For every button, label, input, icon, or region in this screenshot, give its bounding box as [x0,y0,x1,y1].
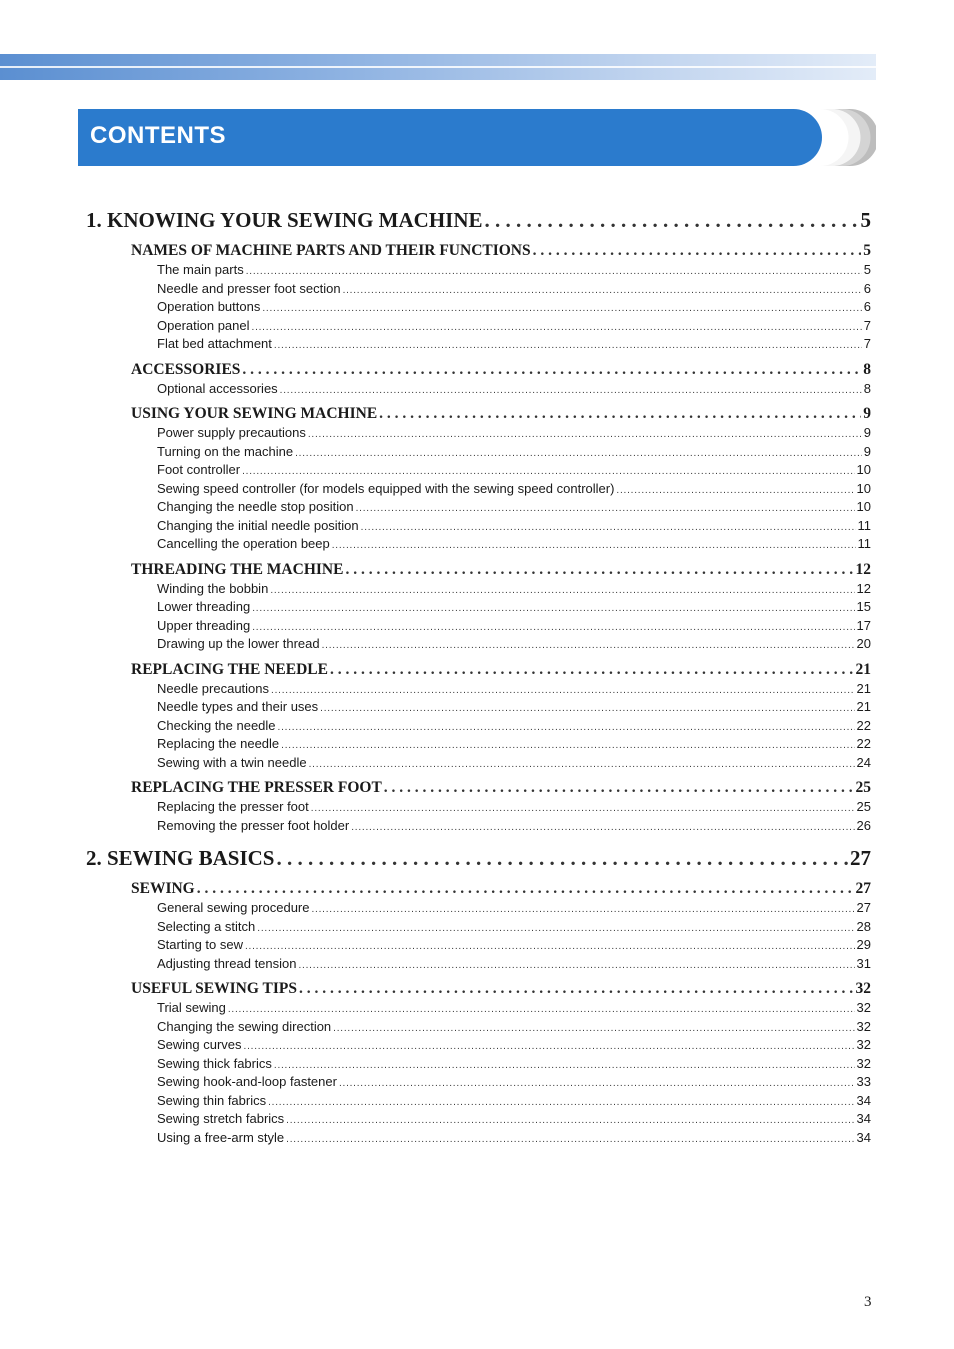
toc-entry[interactable] [86,698,871,717]
toc-section-page: 21 [855,660,871,678]
toc-entry[interactable] [86,735,871,754]
toc-entry[interactable] [86,817,871,836]
toc-chapter-title: 2. SEWING BASICS [86,846,275,870]
toc-entry[interactable] [86,280,871,299]
toc-section-title: REPLACING THE NEEDLE [131,660,328,678]
toc-section-title: REPLACING THE PRESSER FOOT [131,779,382,796]
toc-section[interactable] [86,561,871,580]
toc-chapter[interactable] [86,846,871,876]
toc-section[interactable] [86,661,871,680]
dot-leader [298,957,854,976]
dot-leader [311,800,855,819]
toc-entry[interactable] [86,498,871,517]
toc-entry-page: 32 [856,1018,871,1034]
toc-entry-page: 10 [856,462,871,477]
dot-leader [281,737,854,756]
toc-entry-page: 10 [856,480,871,496]
toc-entry-page: 9 [863,443,871,459]
table-of-contents [86,208,871,1147]
toc-entry[interactable] [86,580,871,599]
dot-leader [332,537,856,556]
toc-entry-page: 11 [857,517,871,533]
toc-entry-page: 8 [863,380,871,396]
toc-section-page: 5 [863,242,871,259]
toc-section-page: 25 [855,779,871,796]
toc-section[interactable] [86,242,871,261]
dot-leader [276,846,848,871]
toc-section-page: 8 [863,360,871,378]
toc-entry-page: 20 [856,636,871,651]
dot-leader [322,637,855,656]
dot-leader [485,208,859,233]
toc-entry-title: Winding the bobbin [157,580,269,596]
dot-leader [379,405,861,423]
toc-entry[interactable] [86,261,871,280]
dot-leader [262,300,861,319]
dot-leader [197,880,854,898]
toc-entry-title: Changing the initial needle position [157,517,359,533]
toc-entry-title: Replacing the needle [157,736,280,751]
toc-section-page: 9 [863,405,871,422]
toc-section[interactable] [86,980,871,999]
dot-leader [308,426,862,445]
dot-leader [278,719,855,738]
toc-entry-page: 31 [856,955,871,971]
toc-entry[interactable] [86,461,871,480]
toc-entry-page: 34 [856,1129,871,1145]
toc-entry-page: 22 [856,717,871,733]
banner-decoration-icon [818,109,876,166]
toc-entry-page: 10 [856,499,871,514]
toc-entry[interactable] [86,1036,871,1055]
toc-entry-page: 32 [856,1037,871,1052]
toc-entry-title: Turning on the machine [157,443,294,459]
toc-entry-page: 34 [856,1092,871,1108]
dot-leader [252,319,862,338]
toc-entry-title: Cancelling the operation beep [157,536,330,551]
toc-chapter-page: 5 [860,208,871,232]
toc-entry-page: 22 [856,736,871,751]
toc-entry[interactable] [86,1018,871,1037]
toc-entry[interactable] [86,298,871,317]
toc-entry[interactable] [86,443,871,462]
toc-entry-title: Operation buttons [157,299,261,314]
dot-leader [295,445,862,464]
toc-entry-title: Replacing the presser foot [157,799,309,814]
toc-entry[interactable] [86,1055,871,1074]
toc-entry-title: Operation panel [157,317,250,333]
page-title: CONTENTS [90,122,226,149]
dot-leader [252,619,854,638]
toc-entry-title: Sewing thick fabrics [157,1055,272,1071]
toc-entry-title: Removing the presser foot holder [157,817,350,833]
toc-entry[interactable] [86,1092,871,1111]
toc-entry[interactable] [86,617,871,636]
dot-leader [242,361,861,379]
contents-banner [78,109,822,166]
toc-section-page: 27 [855,880,871,897]
toc-entry[interactable] [86,999,871,1018]
toc-entry-page: 21 [856,699,871,714]
toc-entry[interactable] [86,335,871,354]
dot-leader [339,1075,855,1094]
toc-entry-title: Foot controller [157,462,241,477]
toc-entry[interactable] [86,480,871,499]
toc-section[interactable] [86,880,871,899]
header-stripe [0,66,876,68]
toc-entry-page: 12 [856,580,871,596]
dot-leader [356,500,855,519]
toc-entry-page: 32 [856,1055,871,1071]
toc-section-title: SEWING [131,880,195,897]
toc-entry[interactable] [86,1129,871,1148]
toc-entry-page: 24 [856,754,871,770]
dot-leader [274,337,862,356]
toc-entry-title: Optional accessories [157,380,278,396]
toc-entry[interactable] [86,635,871,654]
toc-entry-title: Sewing hook-and-loop fastener [157,1074,337,1089]
toc-entry[interactable] [86,317,871,336]
dot-leader [245,938,855,957]
toc-entry[interactable] [86,936,871,955]
toc-entry-title: Changing the needle stop position [157,499,354,514]
toc-section[interactable] [86,361,871,380]
toc-entry-title: Needle types and their uses [157,699,319,714]
toc-section-title: NAMES OF MACHINE PARTS AND THEIR FUNCTIONS [131,242,531,259]
toc-entry-title: Needle precautions [157,680,270,696]
dot-leader [384,779,854,797]
toc-section-page: 32 [855,980,871,997]
dot-leader [252,600,854,619]
toc-entry-title: Changing the sewing direction [157,1018,332,1034]
toc-entry-page: 17 [856,617,871,633]
toc-entry-page: 11 [857,536,871,551]
dot-leader [330,661,854,679]
toc-entry-page: 15 [856,599,871,614]
dot-leader [533,242,862,260]
dot-leader [299,980,854,998]
toc-entry-page: 25 [856,799,871,814]
toc-entry-page: 33 [856,1074,871,1089]
toc-entry-title: Upper threading [157,617,251,633]
toc-section-page: 12 [855,560,871,578]
toc-entry-title: Checking the needle [157,717,276,733]
page-number: 3 [864,1294,872,1310]
toc-entry-title: Power supply precautions [157,425,306,440]
toc-entry[interactable] [86,798,871,817]
toc-section[interactable] [86,779,871,798]
toc-entry-title: Sewing stretch fabrics [157,1111,285,1126]
toc-entry[interactable] [86,754,871,773]
toc-entry-page: 5 [863,262,871,277]
toc-entry-page: 27 [856,900,871,915]
toc-entry[interactable] [86,424,871,443]
toc-entry-title: Sewing thin fabrics [157,1092,267,1108]
toc-chapter-title: 1. KNOWING YOUR SEWING MACHINE [86,208,483,232]
dot-leader [311,901,854,920]
toc-entry-title: Sewing speed controller (for models equipped with the sewing speed controller) [157,480,615,496]
toc-entry-title: Drawing up the lower thread [157,636,320,651]
toc-entry-page: 28 [856,918,871,934]
dot-leader [343,282,862,301]
toc-entry-page: 26 [856,817,871,833]
dot-leader [257,920,854,939]
toc-entry[interactable] [86,380,871,399]
toc-entry-title: Flat bed attachment [157,336,272,351]
dot-leader [320,700,854,719]
dot-leader [244,1038,855,1057]
dot-leader [616,482,854,501]
header-gradient-bar [0,54,876,80]
toc-entry-page: 34 [856,1111,871,1126]
toc-entry[interactable] [86,1110,871,1129]
dot-leader [286,1112,854,1131]
toc-entry-title: Adjusting thread tension [157,955,297,971]
dot-leader [361,519,856,538]
dot-leader [309,756,855,775]
toc-entry-title: General sewing procedure [157,900,310,915]
toc-entry-title: Trial sewing [157,1000,226,1015]
dot-leader [270,582,854,601]
toc-entry[interactable] [86,535,871,554]
toc-section-title: USING YOUR SEWING MACHINE [131,405,378,422]
toc-entry-page: 9 [863,425,871,440]
dot-leader [268,1094,854,1113]
toc-chapter[interactable] [86,208,871,238]
dot-leader [271,682,855,701]
toc-entry[interactable] [86,717,871,736]
toc-entry-title: The main parts [157,262,244,277]
toc-entry-title: Starting to sew [157,937,243,952]
toc-entry-title: Selecting a stitch [157,918,256,934]
dot-leader [351,819,854,838]
toc-entry[interactable] [86,598,871,617]
toc-entry[interactable] [86,918,871,937]
toc-entry[interactable] [86,680,871,699]
toc-entry[interactable] [86,899,871,918]
toc-entry-page: 32 [856,1000,871,1015]
dot-leader [274,1057,855,1076]
toc-entry-page: 7 [863,317,871,333]
toc-entry-page: 29 [856,937,871,952]
toc-entry-title: Sewing with a twin needle [157,754,307,770]
dot-leader [280,382,862,401]
toc-entry-page: 6 [863,280,871,296]
toc-entry-page: 7 [863,336,871,351]
toc-entry-page: 6 [863,299,871,314]
toc-entry[interactable] [86,517,871,536]
toc-section-title: USEFUL SEWING TIPS [131,980,297,997]
toc-entry[interactable] [86,955,871,974]
dot-leader [286,1131,854,1150]
toc-entry-title: Lower threading [157,599,251,614]
dot-leader [345,561,853,579]
toc-entry-page: 21 [856,680,871,696]
toc-section-title: THREADING THE MACHINE [131,560,344,578]
toc-entry-title: Sewing curves [157,1037,242,1052]
toc-section[interactable] [86,405,871,424]
toc-entry[interactable] [86,1073,871,1092]
dot-leader [333,1020,854,1039]
toc-chapter-page: 27 [850,846,871,870]
toc-section-title: ACCESSORIES [131,360,241,378]
toc-entry-title: Using a free-arm style [157,1129,285,1145]
toc-entry-title: Needle and presser foot section [157,280,341,296]
